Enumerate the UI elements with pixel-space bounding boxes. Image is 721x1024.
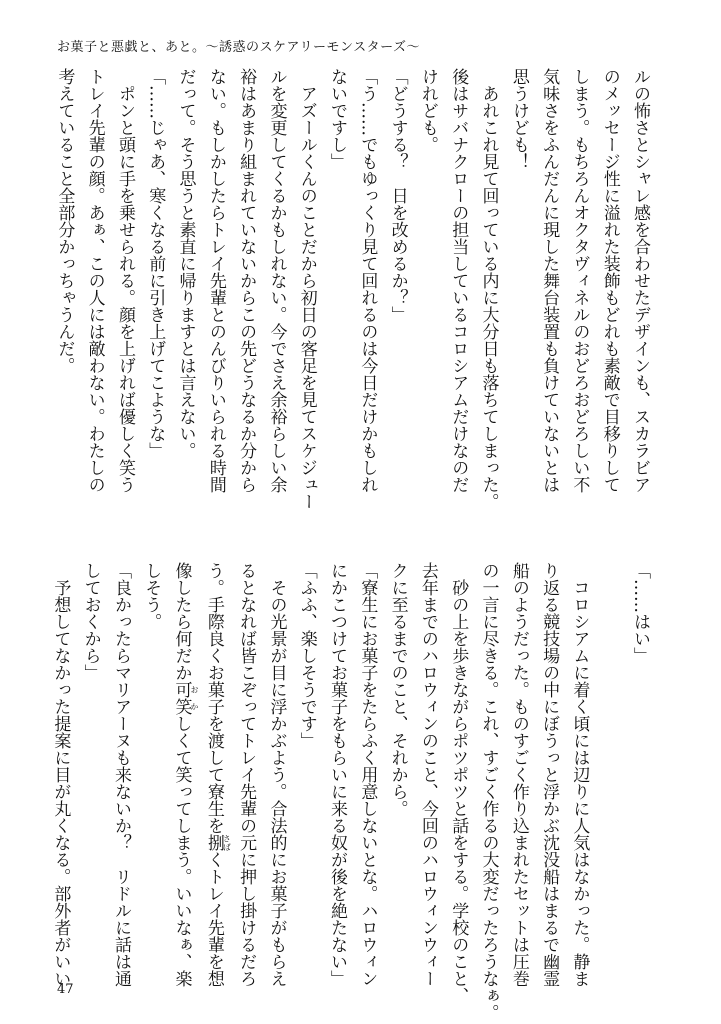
ruby-annotation bbox=[171, 681, 200, 715]
text-column bbox=[443, 68, 473, 508]
text-segment: 裕はあまり組まれていないからこの先どうなるか分から bbox=[236, 68, 257, 493]
text-column bbox=[291, 562, 321, 1002]
text-segment: 「どうする？ 日を改めるか？」 bbox=[387, 68, 408, 323]
text-segment: ない。もしかしたらトレイ先輩とのんびりいられる時間 bbox=[205, 68, 226, 493]
text-column bbox=[413, 562, 443, 1002]
text-column bbox=[382, 68, 412, 508]
running-header: お菓子と悪戯と、あと。～誘惑のスケアリーモンスターズ～ bbox=[57, 40, 420, 55]
text-segment: 「う……でもゆっくり見て回れるのは今日だけかもしれ bbox=[357, 68, 378, 493]
text-segment: 気味さをふんだんに現した舞台装置も負けていないとは bbox=[539, 68, 560, 493]
text-segment: しくて笑ってしまう。いいなぁ、楽 bbox=[171, 715, 192, 987]
text-column bbox=[322, 562, 352, 1002]
upper-text-block bbox=[49, 68, 655, 508]
text-segment: 像したら何だか bbox=[171, 562, 192, 681]
text-segment: しそう。 bbox=[141, 562, 162, 630]
text-segment: 「良かったらマリアーヌも来ないか？ リドルに話は通 bbox=[110, 562, 131, 987]
text-segment: う。手際良くお菓子を渡して寮生を bbox=[203, 562, 224, 834]
text-column bbox=[564, 68, 594, 508]
text-segment: あれこれ見て回っている内に大分日も落ちてしまった。 bbox=[478, 68, 499, 510]
text-column bbox=[534, 68, 564, 508]
text-segment: ルを変更してくるかもしれない。今でさえ余裕らしい余 bbox=[266, 68, 287, 493]
text-segment: 「……はい」 bbox=[630, 562, 650, 664]
text-segment: 「寮生にお菓子をたらふく用意しないとな。ハロウィン bbox=[357, 562, 378, 987]
text-column bbox=[382, 562, 412, 1002]
text-segment: ポンと頭に手を乗せられる。顔を上げれば優しく笑う bbox=[114, 68, 135, 493]
text-segment: しておくから」 bbox=[80, 562, 101, 681]
text-column bbox=[504, 68, 534, 508]
text-column bbox=[625, 562, 655, 1002]
text-segment: コロシアムに着く頃には辺りに人気はなかった。静ま bbox=[569, 562, 590, 987]
text-column bbox=[140, 68, 170, 508]
text-column bbox=[322, 68, 352, 508]
text-column bbox=[201, 68, 231, 508]
text-column bbox=[166, 562, 198, 1002]
text-column bbox=[45, 562, 75, 1002]
text-segment: 後はサバナクローの担当しているコロシアムだけなのだ bbox=[448, 68, 469, 493]
ruby-text: おか bbox=[190, 681, 200, 715]
text-column bbox=[75, 562, 105, 1002]
text-segment: のメッセージ性に溢れた装飾もどれも素敵で目移りして bbox=[599, 68, 620, 493]
text-segment: トレイ先輩の顔。あぁ、この人には敵わない。わたしの bbox=[84, 68, 105, 493]
ruby-base: 捌 bbox=[203, 834, 224, 851]
text-column bbox=[79, 68, 109, 508]
text-segment: 「……じゃあ、寒くなる前に引き上げてこような」 bbox=[145, 68, 166, 459]
text-segment: 思うけども！ bbox=[508, 68, 529, 170]
text-column bbox=[594, 562, 624, 1002]
text-column bbox=[170, 68, 200, 508]
text-segment: にかこつけてお菓子をもらいに来る奴が後を絶たない」 bbox=[327, 562, 348, 987]
text-column bbox=[504, 562, 534, 1002]
text-column bbox=[261, 68, 291, 508]
text-segment: 去年までのハロウィンのこと、今回のハロウィンウィー bbox=[417, 562, 438, 987]
text-column bbox=[49, 68, 79, 508]
text-segment: しまう。もちろんオクタヴィネルのおどろおどろしい不 bbox=[569, 68, 590, 493]
text-segment: 考えていること全部分かっちゃうんだ。 bbox=[54, 68, 75, 374]
lower-text-block bbox=[49, 562, 655, 1021]
text-segment: 予想してなかった提案に目が丸くなる。部外者がいい bbox=[50, 562, 71, 987]
text-column bbox=[413, 68, 443, 508]
text-column bbox=[352, 68, 382, 508]
text-column bbox=[231, 562, 261, 1002]
text-column bbox=[291, 68, 321, 508]
text-column bbox=[352, 562, 382, 1002]
text-segment: ないですし」 bbox=[327, 68, 348, 170]
text-column bbox=[231, 68, 261, 508]
text-column bbox=[106, 562, 136, 1002]
text-column bbox=[199, 562, 231, 1002]
text-segment: その光景が目に浮かぶよう。合法的にお菓子がもらえ bbox=[266, 562, 287, 987]
text-segment: アズールくんのことだから初日の客足を見てスケジュー bbox=[296, 68, 317, 510]
text-segment: り返る競技場の中にぼうっと浮かぶ沈没船はまるで幽霊 bbox=[539, 562, 560, 987]
page-number: 47 bbox=[57, 982, 74, 997]
text-column bbox=[261, 562, 291, 1002]
text-column bbox=[534, 562, 564, 1002]
ruby-annotation bbox=[203, 834, 232, 851]
ruby-text: さば bbox=[222, 834, 232, 851]
text-column bbox=[473, 68, 503, 508]
text-segment: るとなれば皆こぞってトレイ先輩の元に押し掛けるだろ bbox=[236, 562, 257, 987]
text-segment: 砂の上を歩きながらポツポツと話をする。学校のこと、 bbox=[448, 562, 469, 1004]
text-segment: けれども。 bbox=[417, 68, 438, 153]
text-column bbox=[443, 562, 473, 1002]
text-column bbox=[625, 68, 655, 508]
text-segment: 「ふふ、楽しそうです」 bbox=[296, 562, 317, 749]
text-segment: ルの怖さとシャレ感を合わせたデザインも、スカラビア bbox=[630, 68, 650, 493]
text-column bbox=[110, 68, 140, 508]
text-segment: くトレイ先輩を想 bbox=[203, 851, 224, 987]
text-segment: だって。そう思うと素直に帰りますとは言えない。 bbox=[175, 68, 196, 459]
text-segment: クに至るまでのこと、それから。 bbox=[387, 562, 408, 817]
text-column bbox=[136, 562, 166, 1002]
text-column bbox=[564, 562, 594, 1002]
text-column bbox=[594, 68, 624, 508]
text-segment: 船のようだった。ものすごく作り込まれたセットは圧巻 bbox=[508, 562, 529, 987]
text-column bbox=[473, 562, 503, 1021]
text-segment: の一言に尽きる。これ、すごく作るの大変だったろうなぁ。 bbox=[478, 562, 499, 1021]
ruby-base: 可笑 bbox=[171, 681, 192, 715]
